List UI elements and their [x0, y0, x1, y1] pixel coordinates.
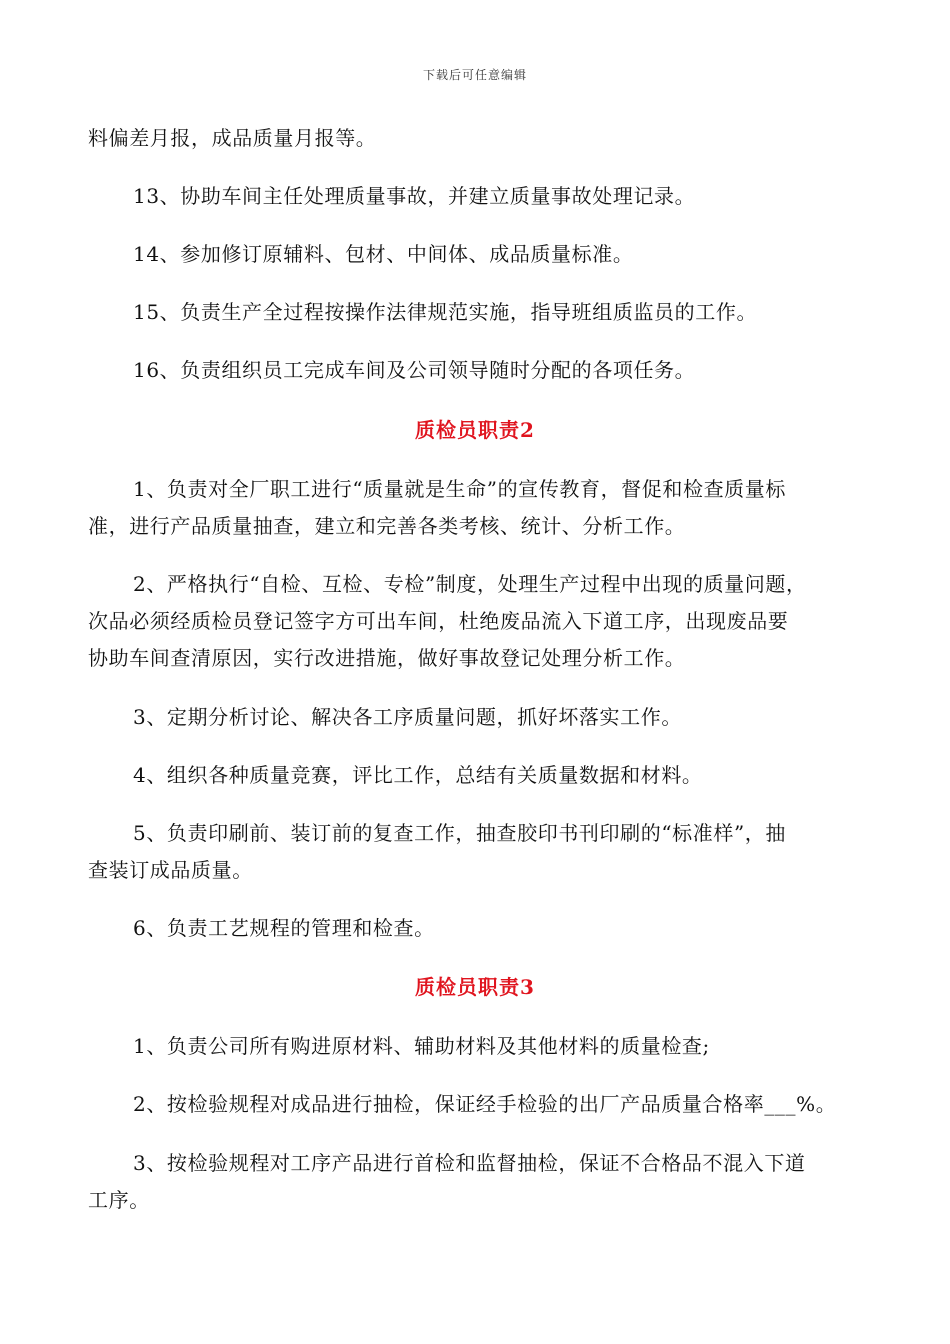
s2-item-5-line-2: 查装订成品质量。 — [88, 858, 253, 882]
s2-item-2-line-2: 次品必须经质检员登记签字方可出车间，杜绝废品流入下道工序，出现废品要 — [88, 609, 789, 633]
s2-item-5-line-1: 5、负责印刷前、装订前的复查工作，抽查胶印书刊印刷的“标准样”，抽 — [133, 821, 786, 845]
s3-item-2: 2、按检验规程对成品进行抽检，保证经手检验的出厂产品质量合格率___%。 — [133, 1092, 837, 1116]
list-item-14: 14、参加修订原辅料、包材、中间体、成品质量标准。 — [133, 242, 634, 266]
s2-item-2-line-1: 2、严格执行“自检、互检、专检”制度，处理生产过程中出现的质量问题， — [133, 572, 807, 596]
section-heading-2: 质检员职责2 — [415, 418, 535, 442]
s3-item-1: 1、负责公司所有购进原材料、辅助材料及其他材料的质量检查; — [133, 1034, 710, 1058]
s2-item-1-line-2: 准，进行产品质量抽查，建立和完善各类考核、统计、分析工作。 — [88, 514, 686, 538]
s2-item-2-line-3: 协助车间查清原因，实行改进措施，做好事故登记处理分析工作。 — [88, 646, 686, 670]
s2-item-3: 3、定期分析讨论、解决各工序质量问题，抓好坏落实工作。 — [133, 705, 682, 729]
list-item-15: 15、负责生产全过程按操作法律规范实施，指导班组质监员的工作。 — [133, 300, 758, 324]
list-item-13: 13、协助车间主任处理质量事故，并建立质量事故处理记录。 — [133, 184, 696, 208]
section-heading-3: 质检员职责3 — [415, 975, 535, 999]
s2-item-4: 4、组织各种质量竞赛，评比工作，总结有关质量数据和材料。 — [133, 763, 703, 787]
header-note: 下载后可任意编辑 — [422, 68, 527, 82]
paragraph-line: 料偏差月报，成品质量月报等。 — [88, 126, 377, 150]
s2-item-1-line-1: 1、负责对全厂职工进行“质量就是生命”的宣传教育，督促和检查质量标 — [133, 477, 786, 501]
s2-item-6: 6、负责工艺规程的管理和检查。 — [133, 916, 435, 940]
s3-item-3-line-2: 工序。 — [88, 1188, 150, 1212]
s3-item-3-line-1: 3、按检验规程对工序产品进行首检和监督抽检，保证不合格品不混入下道 — [133, 1151, 806, 1175]
list-item-16: 16、负责组织员工完成车间及公司领导随时分配的各项任务。 — [133, 358, 696, 382]
